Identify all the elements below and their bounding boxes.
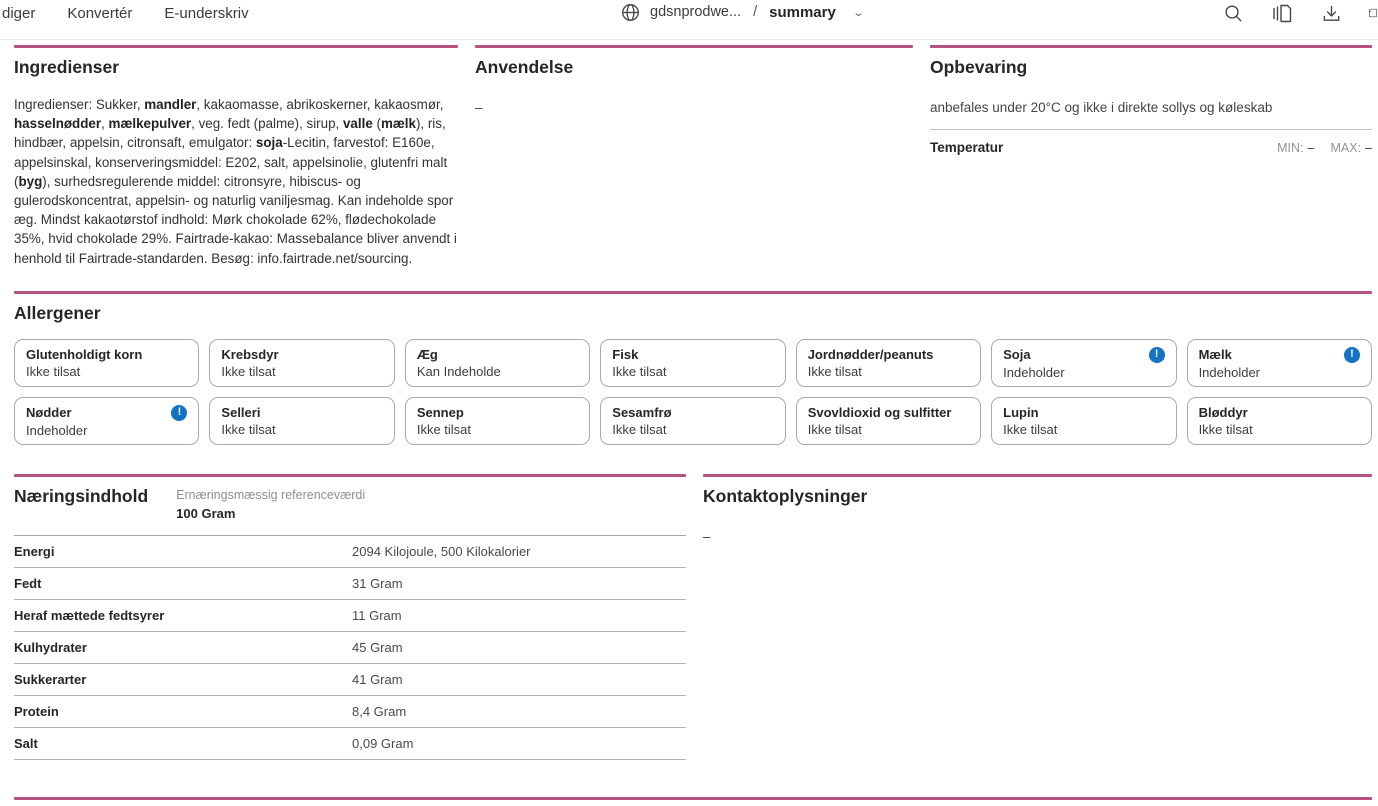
nutrition-row-maettede-fedtsyrer [14,600,686,632]
nutrition-row-fedt [14,568,686,600]
storage-text: anbefales under 20°C og ikke i direkte sollys og køleskab [930,100,1273,115]
max-label: MAX: [1330,141,1362,155]
menu-item-eunderskriv[interactable]: E-underskriv [164,5,249,22]
allergen-name: Fisk [612,346,639,362]
nutrition-title: Næringsindhold [14,485,149,506]
chevron-down-icon[interactable]: ⌄ [851,6,865,19]
allergen-name: Bløddyr [1198,404,1248,420]
allergen-status: Ikke tilsat [612,421,667,437]
nutrition-value: 8,4 Gram [352,703,407,719]
storage-section [930,45,1372,268]
nutrition-label: Heraf mættede fedtsyrer [14,607,165,623]
allergen-card-lupin [991,397,1176,445]
allergen-card-jordnoedder [796,339,981,387]
allergen-status: Ikke tilsat [416,421,472,437]
nutrition-label: Protein [14,703,59,719]
usage-section [475,45,913,268]
allergen-name: Æg [416,346,438,362]
toolbar-menu [0,0,249,22]
page-bottom-rule [14,797,1372,800]
breadcrumb-separator: / [753,4,758,20]
allergen-name: Sesamfrø [612,404,672,420]
temperature-label: Temperatur [930,140,1004,155]
ingredients-text: Ingredienser: Sukker, mandler, kakaomasse, abrikoskerner, kakaosmør, hasselnødder, mælkepulver, veg. fedt (palme), sirup, valle (mælk), ris, hindbær, appelsin, citronsaft, emulgator: soja-Lecitin, farvestof: E160e, appelsinskal, konserveringsmiddel: E202, salt, appelsinolie, glutenfri malt (byg), surhedsregulerende middel: citronsyre, hibiscus- og gulerodskoncentrat, appelsin- og naturlig vaniljesmag. Kan indeholde spor æg. Mindst kakaotørstof indhold: Mørk chokolade 62%, flødechokolade 35%, hvid chokolade 29%. Fairtrade-kakao: Massebalance bliver anvendt i henhold til Fairtrade-standarden. Besøg: info.fairtrade.net/sourcing. [14,97,457,266]
usage-value: – [475,100,483,115]
allergen-name: Glutenholdigt korn [26,346,143,362]
allergen-status: Indeholder [1003,364,1065,380]
ingredients-section [14,45,458,268]
contact-value: – [703,528,711,544]
nutrition-label: Fedt [14,575,42,591]
search-icon[interactable] [1221,1,1245,25]
usage-title: Anvendelse [475,57,574,77]
allergen-cards [14,339,1372,445]
allergen-status: Ikke tilsat [26,363,81,379]
allergen-name: Sennep [416,404,464,420]
globe-icon [620,2,640,22]
min-label: MIN: [1277,141,1304,155]
info-icon: ! [1149,347,1165,363]
contact-section-rule [703,474,1372,477]
nutrition-label: Energi [14,543,55,559]
temperature-row [930,129,1372,155]
allergens-section-rule [14,291,1372,294]
nutrition-row-sukkerarter [14,664,686,696]
nutrition-label: Salt [14,735,38,751]
allergens-title: Allergener [14,302,101,323]
contact-section [703,474,1372,760]
allergen-status: Ikke tilsat [1003,421,1058,437]
allergen-name: Soja [1003,347,1031,363]
allergen-name: Selleri [221,404,261,420]
nutrition-value: 41 Gram [352,671,403,687]
nutrition-row-salt [14,728,686,760]
allergen-card-glutenholdigt-korn [14,339,199,387]
allergen-status: Kan Indeholde [416,363,501,379]
allergen-name: Mælk [1198,347,1232,363]
allergen-card-aeg [405,339,590,387]
toolbar [0,0,1378,40]
nutrition-label: Sukkerarter [14,671,87,687]
nutrition-section [14,474,686,760]
ingredients-title: Ingredienser [14,57,120,77]
main-content [14,45,1372,760]
info-icon: ! [171,405,187,421]
allergen-card-selleri [209,397,394,445]
allergen-card-soja [991,339,1176,387]
allergen-card-noedder [14,397,199,445]
allergen-name: Lupin [1003,404,1039,420]
nutrition-reference-value: 100 Gram [176,505,236,521]
allergen-name: Jordnødder/peanuts [807,346,934,362]
bottom-sections [14,474,1372,760]
allergen-status: Indeholder [1198,364,1261,380]
storage-title: Opbevaring [930,57,1028,77]
allergen-name: Krebsdyr [221,346,279,362]
allergen-status: Ikke tilsat [1198,421,1253,437]
print-icon[interactable] [1368,1,1378,25]
contact-title: Kontaktoplysninger [703,485,868,506]
top-sections [14,45,1372,268]
menu-item-rediger[interactable]: diger [2,5,36,22]
download-icon[interactable] [1319,1,1343,25]
allergen-card-sennep [405,397,590,445]
allergen-card-krebsdyr [209,339,394,387]
info-icon: ! [1344,347,1360,363]
allergens-section [14,291,1372,445]
toolbar-actions [1221,0,1378,25]
allergen-status: Ikke tilsat [221,363,276,379]
allergen-status: Ikke tilsat [807,421,862,437]
storage-section-rule [930,45,1372,48]
nutrition-value: 2094 Kilojoule, 500 Kilokalorier [352,543,531,559]
allergen-name: Nødder [26,405,72,421]
min-value: – [1307,141,1315,155]
nutrition-reference-label: Ernæringsmæssig referenceværdi [176,487,366,502]
menu-item-konverter[interactable]: Konvertér [67,5,133,22]
allergen-card-svovldioxid [796,397,981,445]
nutrition-value: 11 Gram [352,607,402,623]
nutrition-label: Kulhydrater [14,639,87,655]
allergen-name: Svovldioxid og sulfitter [807,404,952,420]
allergen-card-fisk [600,339,785,387]
nutrition-row-energi [14,536,686,568]
allergen-status: Ikke tilsat [807,363,862,379]
allergen-status: Ikke tilsat [612,363,667,379]
allergen-card-bloeddyr [1187,397,1372,445]
nutrition-row-protein [14,696,686,728]
temperature-minmax [1277,141,1372,155]
nutrition-value: 31 Gram [352,575,403,591]
breadcrumb-document[interactable]: gdsnprodwe... [650,4,742,20]
breadcrumb [620,2,863,22]
allergen-card-sesamfroe [600,397,785,445]
usage-section-rule [475,45,913,48]
nutrition-reference [176,488,365,521]
ingredients-section-rule [14,45,458,48]
allergen-status: Ikke tilsat [221,421,276,437]
nutrition-row-kulhydrater [14,632,686,664]
nutrition-table [14,535,686,760]
allergen-status: Indeholder [26,422,88,438]
allergen-card-maelk [1187,339,1372,387]
max-value: – [1365,141,1372,155]
breadcrumb-view[interactable]: summary [769,3,836,21]
nutrition-value: 45 Gram [352,639,403,655]
copy-icon[interactable] [1270,1,1294,25]
nutrition-value: 0,09 Gram [352,735,414,751]
nutrition-header [14,477,686,521]
